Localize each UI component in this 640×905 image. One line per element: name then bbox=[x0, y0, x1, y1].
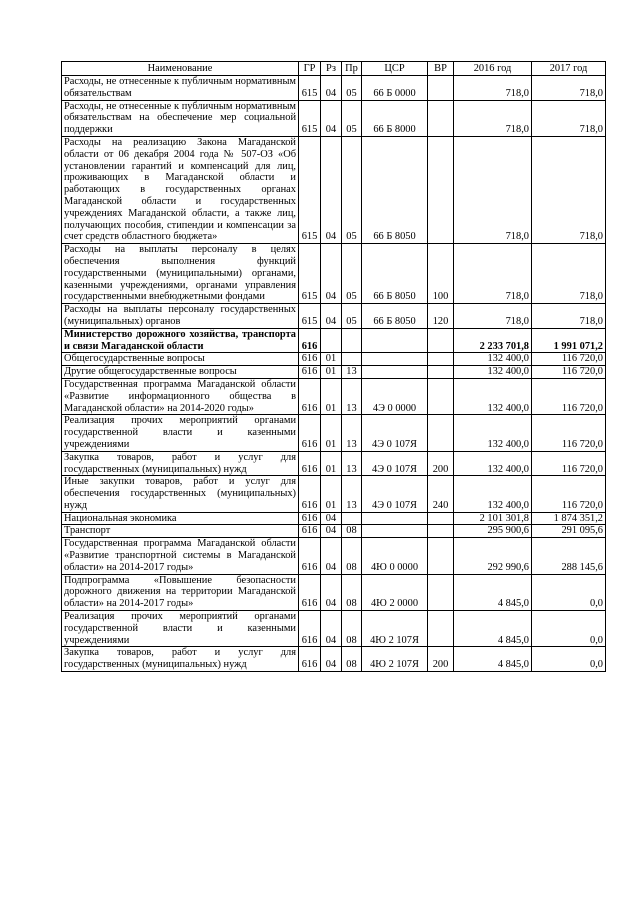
table-row bbox=[62, 512, 606, 525]
row-vr-cell bbox=[428, 100, 454, 136]
row-2017-cell: 718,0 bbox=[532, 100, 606, 136]
row-gr-cell: 616 bbox=[299, 378, 321, 414]
row-csr-cell: 4Ю 0 0000 bbox=[362, 538, 428, 574]
row-2016-cell: 295 900,6 bbox=[454, 525, 532, 538]
row-csr-cell bbox=[362, 525, 428, 538]
row-pr-cell: 08 bbox=[342, 647, 362, 672]
row-csr-cell: 4Э 0 107Я bbox=[362, 415, 428, 451]
row-pr-cell: 05 bbox=[342, 304, 362, 329]
row-pr-cell: 13 bbox=[342, 415, 362, 451]
row-2017-cell: 1 874 351,2 bbox=[532, 512, 606, 525]
row-name-cell: Расходы на выплаты персоналу в целях обеспечения выполнения функций государственными (муниципальными) органами, казенными учреждениями, органами управления государственными внебюджетными фондами bbox=[62, 244, 299, 304]
budget-table bbox=[61, 61, 606, 672]
row-2017-cell: 116 720,0 bbox=[532, 366, 606, 379]
row-pr-cell: 13 bbox=[342, 378, 362, 414]
row-gr-cell: 616 bbox=[299, 451, 321, 476]
row-rz-cell: 01 bbox=[321, 378, 342, 414]
table-row bbox=[62, 136, 606, 243]
row-2017-cell: 116 720,0 bbox=[532, 415, 606, 451]
row-rz-cell: 04 bbox=[321, 76, 342, 101]
row-gr-cell: 616 bbox=[299, 415, 321, 451]
row-pr-cell: 05 bbox=[342, 244, 362, 304]
row-csr-cell: 66 Б 8050 bbox=[362, 304, 428, 329]
header-gr: ГР bbox=[299, 62, 321, 76]
row-2016-cell: 132 400,0 bbox=[454, 451, 532, 476]
row-csr-cell: 4Э 0 107Я bbox=[362, 451, 428, 476]
row-csr-cell: 66 Б 0000 bbox=[362, 76, 428, 101]
row-vr-cell bbox=[428, 538, 454, 574]
row-2017-cell: 288 145,6 bbox=[532, 538, 606, 574]
row-csr-cell bbox=[362, 328, 428, 353]
table-row bbox=[62, 476, 606, 512]
row-gr-cell: 616 bbox=[299, 574, 321, 610]
row-pr-cell bbox=[342, 353, 362, 366]
row-csr-cell: 4Ю 2 107Я bbox=[362, 611, 428, 647]
row-gr-cell: 615 bbox=[299, 244, 321, 304]
row-gr-cell: 616 bbox=[299, 611, 321, 647]
row-name-cell: Министерство дорожного хозяйства, транспорта и связи Магаданской области bbox=[62, 328, 299, 353]
row-csr-cell bbox=[362, 353, 428, 366]
row-rz-cell: 04 bbox=[321, 611, 342, 647]
row-csr-cell: 66 Б 8050 bbox=[362, 244, 428, 304]
row-2017-cell: 116 720,0 bbox=[532, 476, 606, 512]
table-row bbox=[62, 244, 606, 304]
row-rz-cell: 04 bbox=[321, 244, 342, 304]
header-name: Наименование bbox=[62, 62, 299, 76]
row-2016-cell: 132 400,0 bbox=[454, 353, 532, 366]
row-rz-cell: 04 bbox=[321, 100, 342, 136]
row-2017-cell: 718,0 bbox=[532, 304, 606, 329]
row-vr-cell: 240 bbox=[428, 476, 454, 512]
row-gr-cell: 615 bbox=[299, 100, 321, 136]
row-vr-cell bbox=[428, 76, 454, 101]
row-2016-cell: 718,0 bbox=[454, 76, 532, 101]
row-rz-cell: 01 bbox=[321, 476, 342, 512]
row-rz-cell: 01 bbox=[321, 353, 342, 366]
row-gr-cell: 616 bbox=[299, 476, 321, 512]
row-2017-cell: 1 991 071,2 bbox=[532, 328, 606, 353]
row-gr-cell: 616 bbox=[299, 328, 321, 353]
table-row bbox=[62, 574, 606, 610]
row-2017-cell: 0,0 bbox=[532, 611, 606, 647]
row-vr-cell: 200 bbox=[428, 451, 454, 476]
row-name-cell: Реализация прочих мероприятий органами государственной власти и казенными учреждениями bbox=[62, 415, 299, 451]
row-gr-cell: 616 bbox=[299, 538, 321, 574]
row-name-cell: Расходы на выплаты персоналу государственных (муниципальных) органов bbox=[62, 304, 299, 329]
row-csr-cell bbox=[362, 366, 428, 379]
row-2017-cell: 116 720,0 bbox=[532, 353, 606, 366]
row-2017-cell: 116 720,0 bbox=[532, 378, 606, 414]
row-2016-cell: 4 845,0 bbox=[454, 574, 532, 610]
row-csr-cell: 4Э 0 107Я bbox=[362, 476, 428, 512]
row-rz-cell: 01 bbox=[321, 366, 342, 379]
row-2016-cell: 2 101 301,8 bbox=[454, 512, 532, 525]
row-csr-cell: 4Ю 2 0000 bbox=[362, 574, 428, 610]
row-2016-cell: 4 845,0 bbox=[454, 647, 532, 672]
row-pr-cell: 05 bbox=[342, 100, 362, 136]
row-pr-cell: 13 bbox=[342, 366, 362, 379]
row-2017-cell: 718,0 bbox=[532, 76, 606, 101]
row-gr-cell: 615 bbox=[299, 136, 321, 243]
row-rz-cell: 04 bbox=[321, 525, 342, 538]
row-name-cell: Реализация прочих мероприятий органами государственной власти и казенными учреждениями bbox=[62, 611, 299, 647]
row-vr-cell bbox=[428, 415, 454, 451]
row-rz-cell: 04 bbox=[321, 136, 342, 243]
row-csr-cell: 66 Б 8000 bbox=[362, 100, 428, 136]
table-row bbox=[62, 304, 606, 329]
row-2017-cell: 116 720,0 bbox=[532, 451, 606, 476]
row-vr-cell bbox=[428, 574, 454, 610]
row-2017-cell: 291 095,6 bbox=[532, 525, 606, 538]
row-vr-cell bbox=[428, 512, 454, 525]
row-name-cell: Закупка товаров, работ и услуг для государственных (муниципальных) нужд bbox=[62, 451, 299, 476]
row-pr-cell bbox=[342, 512, 362, 525]
row-2016-cell: 132 400,0 bbox=[454, 476, 532, 512]
row-gr-cell: 616 bbox=[299, 647, 321, 672]
row-2017-cell: 718,0 bbox=[532, 136, 606, 243]
row-pr-cell: 08 bbox=[342, 538, 362, 574]
row-name-cell: Государственная программа Магаданской области «Развитие транспортной системы в Магаданской области» на 2014-2017 годы» bbox=[62, 538, 299, 574]
row-pr-cell: 13 bbox=[342, 451, 362, 476]
row-2016-cell: 292 990,6 bbox=[454, 538, 532, 574]
row-gr-cell: 615 bbox=[299, 76, 321, 101]
row-2016-cell: 718,0 bbox=[454, 244, 532, 304]
table-row bbox=[62, 366, 606, 379]
table-row bbox=[62, 76, 606, 101]
row-2016-cell: 718,0 bbox=[454, 136, 532, 243]
row-pr-cell: 08 bbox=[342, 574, 362, 610]
row-pr-cell: 05 bbox=[342, 76, 362, 101]
row-name-cell: Закупка товаров, работ и услуг для государственных (муниципальных) нужд bbox=[62, 647, 299, 672]
row-2017-cell: 0,0 bbox=[532, 647, 606, 672]
header-pr: Пр bbox=[342, 62, 362, 76]
row-rz-cell: 04 bbox=[321, 304, 342, 329]
header-row bbox=[62, 62, 606, 76]
row-name-cell: Другие общегосударственные вопросы bbox=[62, 366, 299, 379]
row-name-cell: Государственная программа Магаданской области «Развитие информационного общества в Магаданской области» на 2014-2020 годы» bbox=[62, 378, 299, 414]
row-2016-cell: 132 400,0 bbox=[454, 366, 532, 379]
row-2016-cell: 4 845,0 bbox=[454, 611, 532, 647]
table-row bbox=[62, 538, 606, 574]
row-pr-cell: 08 bbox=[342, 611, 362, 647]
row-pr-cell: 05 bbox=[342, 136, 362, 243]
row-2017-cell: 718,0 bbox=[532, 244, 606, 304]
row-name-cell: Подпрограмма «Повышение безопасности дорожного движения на территории Магаданской области» на 2014-2017 годы» bbox=[62, 574, 299, 610]
table-row bbox=[62, 525, 606, 538]
row-2016-cell: 718,0 bbox=[454, 304, 532, 329]
row-csr-cell: 4Э 0 0000 bbox=[362, 378, 428, 414]
row-2016-cell: 132 400,0 bbox=[454, 378, 532, 414]
row-2016-cell: 718,0 bbox=[454, 100, 532, 136]
row-rz-cell: 01 bbox=[321, 451, 342, 476]
header-vr: ВР bbox=[428, 62, 454, 76]
row-vr-cell bbox=[428, 378, 454, 414]
row-name-cell: Общегосударственные вопросы bbox=[62, 353, 299, 366]
row-rz-cell: 04 bbox=[321, 647, 342, 672]
header-csr: ЦСР bbox=[362, 62, 428, 76]
row-2017-cell: 0,0 bbox=[532, 574, 606, 610]
row-rz-cell: 01 bbox=[321, 415, 342, 451]
row-gr-cell: 616 bbox=[299, 366, 321, 379]
header-rz: Рз bbox=[321, 62, 342, 76]
row-rz-cell: 04 bbox=[321, 512, 342, 525]
row-vr-cell bbox=[428, 353, 454, 366]
row-gr-cell: 616 bbox=[299, 353, 321, 366]
row-gr-cell: 615 bbox=[299, 304, 321, 329]
row-vr-cell: 200 bbox=[428, 647, 454, 672]
table-row bbox=[62, 647, 606, 672]
row-vr-cell: 100 bbox=[428, 244, 454, 304]
row-pr-cell bbox=[342, 328, 362, 353]
row-vr-cell bbox=[428, 136, 454, 243]
table-row bbox=[62, 353, 606, 366]
row-2016-cell: 2 233 701,8 bbox=[454, 328, 532, 353]
table-row bbox=[62, 611, 606, 647]
row-vr-cell bbox=[428, 328, 454, 353]
row-name-cell: Транспорт bbox=[62, 525, 299, 538]
row-csr-cell: 4Ю 2 107Я bbox=[362, 647, 428, 672]
table-row bbox=[62, 378, 606, 414]
row-rz-cell: 04 bbox=[321, 574, 342, 610]
row-rz-cell bbox=[321, 328, 342, 353]
row-pr-cell: 13 bbox=[342, 476, 362, 512]
row-name-cell: Расходы, не отнесенные к публичным нормативным обязательствам bbox=[62, 76, 299, 101]
header-2016: 2016 год bbox=[454, 62, 532, 76]
row-csr-cell bbox=[362, 512, 428, 525]
row-name-cell: Национальная экономика bbox=[62, 512, 299, 525]
row-name-cell: Расходы, не отнесенные к публичным нормативным обязательствам на обеспечение мер социальной поддержки bbox=[62, 100, 299, 136]
row-name-cell: Расходы на реализацию Закона Магаданской области от 06 декабря 2004 года № 507-ОЗ «Об установлении гарантий и компенсаций для лиц, проживающих в Магаданской области и работающих в государственных органах Магаданской области и государственных учреждениях Магаданской области, а также лиц, получающих пособия, стипендии и компенсации за счет средств областного бюджета» bbox=[62, 136, 299, 243]
row-gr-cell: 616 bbox=[299, 525, 321, 538]
row-2016-cell: 132 400,0 bbox=[454, 415, 532, 451]
row-pr-cell: 08 bbox=[342, 525, 362, 538]
row-vr-cell bbox=[428, 366, 454, 379]
row-rz-cell: 04 bbox=[321, 538, 342, 574]
row-vr-cell bbox=[428, 525, 454, 538]
table-row bbox=[62, 100, 606, 136]
table-row bbox=[62, 328, 606, 353]
row-vr-cell: 120 bbox=[428, 304, 454, 329]
header-2017: 2017 год bbox=[532, 62, 606, 76]
table-row bbox=[62, 415, 606, 451]
row-name-cell: Иные закупки товаров, работ и услуг для обеспечения государственных (муниципальных) нужд bbox=[62, 476, 299, 512]
row-vr-cell bbox=[428, 611, 454, 647]
table-row bbox=[62, 451, 606, 476]
row-gr-cell: 616 bbox=[299, 512, 321, 525]
row-csr-cell: 66 Б 8050 bbox=[362, 136, 428, 243]
